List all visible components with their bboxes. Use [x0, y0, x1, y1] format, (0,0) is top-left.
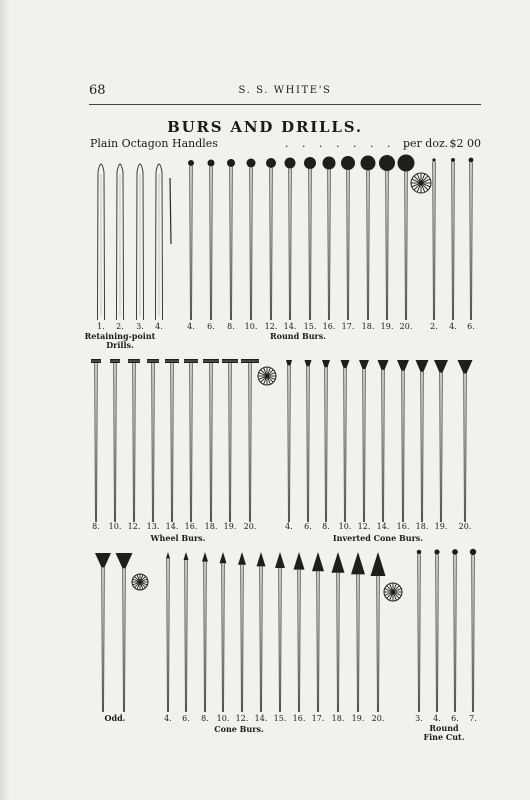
wheel-burs-number: 18. [204, 522, 218, 531]
round-burs-item [208, 160, 215, 321]
inverted-cone-burs-caption: Inverted Cone Burs. [332, 533, 424, 543]
wheel-burs-group [91, 359, 259, 522]
round-burs-head [285, 158, 296, 169]
cone-burs-shaft [222, 563, 224, 712]
round-fine-cut-item [417, 550, 422, 712]
round-burs-shaft [405, 172, 407, 321]
wheel-burs-shaft [249, 363, 251, 522]
round-burs-number: 12. [264, 322, 278, 331]
wheel-burs-number: 12. [127, 522, 141, 531]
retaining-point-drills-group [98, 164, 163, 320]
retaining-point-drills-caption: Retaining-point [84, 331, 156, 341]
round-burs-head [247, 159, 256, 168]
round-burs-cont-shaft [470, 162, 472, 320]
round-burs-item [304, 157, 316, 320]
cone-burs-number: 19. [351, 714, 365, 723]
cone-burs-item [332, 552, 345, 712]
retaining-point-drills-number: 1. [97, 322, 105, 331]
round-fine-cut-caption: Round [429, 723, 459, 733]
round-burs-caption: Round Burs. [269, 331, 327, 341]
inverted-cone-burs-group [286, 360, 473, 522]
inverted-cone-burs-number: 18. [415, 522, 429, 531]
inverted-cone-burs-item [305, 360, 312, 522]
round-burs-shaft [309, 169, 311, 320]
round-burs-shaft [190, 166, 192, 320]
inverted-cone-burs-head [458, 360, 473, 374]
wheel-burs-shaft [152, 363, 154, 522]
cone-burs-number: 16. [292, 714, 306, 723]
cone-burs-head [257, 552, 266, 566]
round-fine-cut-shaft [472, 555, 474, 712]
round-fine-cut-number: 4. [433, 714, 441, 723]
inverted-cone-burs-shaft [288, 365, 290, 522]
inverted-cone-burs-number: 19. [434, 522, 448, 531]
odd-shaft [123, 567, 125, 712]
cone-burs-item [202, 552, 208, 712]
round-fine-cut-shaft [436, 555, 438, 712]
cone-burs-head [371, 552, 386, 576]
inverted-cone-burs-item [416, 360, 429, 522]
round-burs-cont-number: 6. [467, 322, 475, 331]
round-burs-cont-item [469, 158, 474, 320]
cone-burs-item [220, 552, 227, 712]
cone-burs-shaft [260, 566, 262, 712]
cone-burs-item [351, 552, 365, 712]
odd-bur-end-view [132, 574, 148, 590]
cone-burs-item [312, 552, 324, 712]
inverted-cone-burs-head [434, 360, 448, 373]
round-burs-number: 14. [283, 322, 297, 331]
cone-burs-item [166, 552, 170, 712]
inverted-cone-burs-item [359, 360, 369, 522]
price-line-price: $2 00 [449, 137, 481, 150]
round-burs-item [285, 158, 296, 321]
wheel-burs-item [147, 359, 159, 522]
cone-burs-shaft [298, 570, 300, 712]
inverted-cone-burs-head [305, 360, 312, 366]
retaining-point-drills-number: 3. [136, 322, 144, 331]
small-drill-shaft [170, 178, 171, 244]
inverted-cone-burs-shaft [382, 369, 384, 522]
cone-burs-head [202, 552, 208, 562]
cone-burs-item [294, 552, 305, 712]
cone-burs-number: 17. [311, 714, 325, 723]
round-burs-cont-head [451, 158, 455, 162]
cone-burs-item [371, 552, 386, 712]
cone-burs-number: 20. [371, 714, 385, 723]
round-fine-cut-shaft [454, 555, 456, 712]
wheel-burs-shaft [114, 363, 116, 522]
round-burs-item [379, 155, 395, 320]
round-burs-shaft [289, 169, 291, 321]
round-bur-end-view [411, 173, 431, 193]
round-burs-head [304, 157, 316, 169]
inverted-cone-burs-head [286, 360, 292, 365]
round-burs-number: 17. [341, 322, 355, 331]
round-burs-head [361, 156, 376, 171]
inverted-cone-burs-item [286, 360, 292, 522]
cone-burs-head [184, 552, 189, 560]
cone-burs-item [184, 552, 189, 712]
inverted-cone-burs-item [434, 360, 448, 522]
cone-burs-shaft [317, 571, 319, 712]
cone-burs-number: 18. [331, 714, 345, 723]
odd-group [95, 553, 133, 712]
wheel-burs-shaft [133, 363, 135, 522]
wheel-burs-caption: Wheel Burs. [150, 533, 206, 543]
cone-burs-number: 14. [254, 714, 268, 723]
round-burs-head [398, 155, 415, 172]
inverted-cone-burs-item [458, 360, 473, 522]
round-burs-shaft [367, 171, 369, 321]
inverted-cone-burs-item [341, 360, 350, 522]
round-fine-cut-head [434, 549, 439, 554]
cone-burs-head [312, 552, 324, 571]
inverted-cone-burs-head [322, 360, 330, 367]
inverted-cone-burs-shaft [440, 371, 442, 522]
inverted-cone-burs-shaft [464, 372, 466, 522]
round-burs-shaft [386, 171, 388, 320]
wheel-burs-number: 20. [243, 522, 257, 531]
wheel-burs-shaft [171, 363, 173, 522]
cone-burs-head [351, 552, 365, 574]
wheel-burs-shaft [95, 363, 97, 522]
cone-burs-shaft [204, 562, 206, 712]
inverted-cone-burs-item [322, 360, 330, 522]
retaining-point-drills-item [137, 164, 144, 320]
inverted-cone-burs-shaft [421, 370, 423, 522]
inverted-cone-burs-shaft [307, 366, 309, 522]
cone-burs-group [166, 552, 386, 712]
inverted-cone-burs-head [359, 360, 369, 369]
round-burs-head [208, 160, 215, 167]
retaining-point-drills-caption: Drills. [106, 340, 134, 350]
cone-burs-head [220, 552, 227, 563]
inverted-cone-burs-number: 4. [285, 522, 293, 531]
round-burs-item [361, 156, 376, 321]
round-burs-cont-group [432, 158, 473, 320]
wheel-bur-end-view [258, 367, 276, 385]
wheel-burs-item [203, 359, 219, 522]
round-burs-cont-number: 2. [430, 322, 438, 331]
wheel-burs-shaft [190, 363, 192, 522]
odd-caption: Odd. [104, 713, 126, 723]
wheel-burs-item [165, 359, 179, 522]
odd-item [95, 553, 111, 712]
price-line-label: Plain Octagon Handles [90, 137, 218, 150]
wheel-burs-shaft [229, 363, 231, 522]
round-burs-item [266, 158, 276, 320]
round-burs-cont-item [432, 158, 435, 320]
wheel-burs-item [110, 359, 120, 522]
wheel-burs-number: 14. [165, 522, 179, 531]
cone-burs-item [257, 552, 266, 712]
wheel-burs-item [91, 359, 101, 522]
wheel-burs-item [184, 359, 198, 522]
price-line-leader: . . . . . . . . [285, 137, 413, 150]
round-burs-head [379, 155, 395, 171]
inverted-cone-burs-number: 14. [376, 522, 390, 531]
round-fine-cut-number: 7. [469, 714, 477, 723]
cone-burs-shaft [337, 573, 339, 712]
round-fine-cut-caption: Fine Cut. [423, 732, 465, 742]
round-burs-shaft [250, 168, 252, 321]
page-title: BURS AND DRILLS. [167, 118, 363, 136]
round-burs-number: 16. [322, 322, 336, 331]
round-burs-number: 4. [187, 322, 195, 331]
round-burs-item [247, 159, 256, 321]
inverted-cone-burs-number: 6. [304, 522, 312, 531]
wheel-burs-number: 8. [92, 522, 100, 531]
inverted-cone-burs-head [397, 360, 409, 371]
round-burs-cont-shaft [433, 162, 435, 320]
round-burs-cont-item [451, 158, 455, 320]
wheel-burs-number: 10. [108, 522, 122, 531]
retaining-point-drills-number: 4. [155, 322, 163, 331]
round-burs-head [323, 157, 336, 170]
page-number: 68 [89, 83, 106, 98]
cone-burs-shaft [357, 574, 359, 712]
round-fine-cut-head [452, 549, 458, 555]
round-burs-number: 20. [399, 322, 413, 331]
inverted-cone-burs-number: 8. [322, 522, 330, 531]
round-burs-head [188, 160, 194, 166]
round-burs-item [227, 159, 235, 320]
round-burs-number: 18. [361, 322, 375, 331]
round-fine-cut-number: 3. [415, 714, 423, 723]
round-burs-item [323, 157, 336, 321]
inverted-cone-burs-shaft [363, 368, 365, 522]
cone-burs-number: 12. [235, 714, 249, 723]
round-fine-cut-group [417, 549, 476, 712]
inverted-cone-burs-item [378, 360, 389, 522]
wheel-burs-shaft [210, 363, 212, 522]
cone-burs-head [332, 552, 345, 573]
cone-burs-number: 10. [216, 714, 230, 723]
wheel-burs-number: 13. [146, 522, 160, 531]
retaining-point-drills-item [117, 164, 124, 320]
inverted-cone-burs-head [416, 360, 429, 372]
round-burs-item [188, 160, 194, 320]
cone-burs-number: 8. [201, 714, 209, 723]
round-fine-cut-item [452, 549, 458, 712]
round-burs-item [341, 156, 355, 320]
price-line-unit: per doz. [403, 137, 449, 150]
cone-burs-item [275, 552, 285, 712]
round-burs-head [341, 156, 355, 170]
cone-burs-head [294, 552, 305, 570]
inverted-cone-burs-number: 12. [357, 522, 371, 531]
inverted-cone-burs-number: 10. [338, 522, 352, 531]
retaining-point-drills-number: 2. [116, 322, 124, 331]
cone-burs-caption: Cone Burs. [214, 724, 264, 734]
cone-burs-number: 4. [164, 714, 172, 723]
round-burs-number: 10. [244, 322, 258, 331]
round-fine-cut-shaft [418, 554, 420, 712]
odd-shaft [102, 566, 104, 712]
round-burs-group [188, 155, 415, 321]
inverted-cone-burs-item [397, 360, 409, 522]
cone-burs-number: 6. [182, 714, 190, 723]
odd-item [116, 553, 133, 712]
cone-burs-head [166, 552, 170, 558]
inverted-cone-burs-head [341, 360, 350, 368]
round-burs-shaft [270, 168, 272, 320]
round-burs-number: 15. [303, 322, 317, 331]
round-burs-number: 6. [207, 322, 215, 331]
round-burs-number: 19. [380, 322, 394, 331]
round-burs-cont-head [469, 158, 474, 163]
cone-burs-head [238, 552, 246, 565]
round-burs-cont-head [432, 158, 435, 161]
cone-burs-shaft [185, 560, 187, 712]
inverted-cone-burs-head [378, 360, 389, 370]
running-head: S. S. WHITE'S [238, 85, 332, 96]
round-burs-number: 8. [227, 322, 235, 331]
inverted-cone-burs-shaft [344, 367, 346, 522]
round-burs-shaft [210, 167, 212, 321]
round-fine-cut-head [417, 550, 422, 555]
inverted-cone-burs-shaft [402, 370, 404, 522]
retaining-point-drills-item [98, 164, 105, 320]
round-burs-cont-number: 4. [449, 322, 457, 331]
inverted-cone-burs-number: 16. [396, 522, 410, 531]
inverted-cone-burs-number: 20. [458, 522, 472, 531]
round-fine-cut-item [470, 549, 476, 712]
round-burs-head [227, 159, 235, 167]
round-burs-shaft [347, 170, 349, 320]
wheel-burs-item [222, 359, 238, 522]
cone-burs-item [238, 552, 246, 712]
odd-head [95, 553, 111, 567]
cone-bur-end-view [384, 583, 402, 601]
round-burs-cont-shaft [452, 162, 454, 320]
round-fine-cut-number: 6. [451, 714, 459, 723]
cone-burs-number: 15. [273, 714, 287, 723]
round-burs-head [266, 158, 276, 168]
odd-head [116, 553, 133, 568]
round-burs-shaft [328, 170, 330, 321]
cone-burs-shaft [279, 568, 281, 712]
wheel-burs-number: 19. [223, 522, 237, 531]
inverted-cone-burs-shaft [325, 366, 327, 522]
cone-burs-shaft [167, 558, 169, 712]
wheel-burs-item [128, 359, 140, 522]
wheel-burs-item [241, 359, 259, 522]
round-burs-shaft [230, 167, 232, 320]
round-fine-cut-head [470, 549, 476, 555]
round-fine-cut-item [434, 549, 439, 712]
cone-burs-head [275, 552, 285, 568]
cone-burs-shaft [241, 565, 243, 712]
retaining-point-drills-item [156, 164, 163, 320]
wheel-burs-number: 16. [184, 522, 198, 531]
cone-burs-shaft [377, 576, 379, 712]
